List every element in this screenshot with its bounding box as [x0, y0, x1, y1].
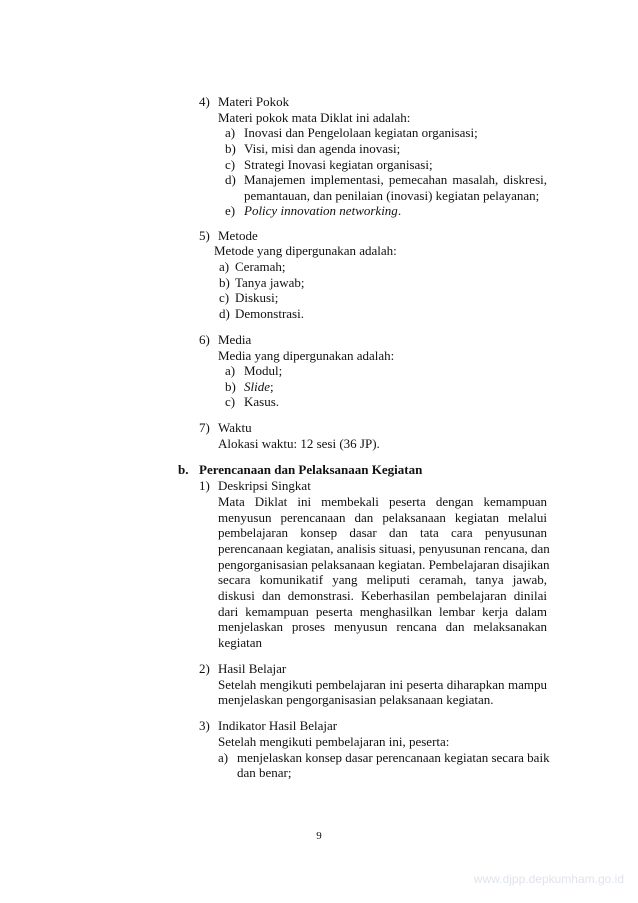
item-number: 7)	[199, 420, 210, 435]
section-marker: b.	[178, 462, 189, 477]
list-item-continuation: dan benar;	[237, 765, 292, 780]
paragraph-line: Mata Diklat ini membekali peserta dengan kemampuan	[218, 494, 547, 509]
item-number: 2)	[199, 661, 210, 676]
list-item-continuation: pemantauan, dan penilaian (inovasi) kegiatan pelayanan;	[244, 188, 540, 203]
paragraph-line: menyusun perencanaan dan pelaksanaan kegiatan melalui	[218, 510, 547, 525]
list-marker: a)	[225, 125, 236, 140]
list-item: Kasus.	[244, 394, 280, 409]
list-item: menjelaskan konsep dasar perencanaan kegiatan secara baik	[237, 750, 550, 765]
list-item: Ceramah;	[235, 259, 286, 274]
list-item-punct: .	[397, 203, 402, 218]
item-number: 1)	[199, 478, 210, 493]
list-item-italic: Slide	[244, 379, 270, 394]
list-marker: e)	[225, 203, 236, 218]
paragraph-line: diskusi dan demonstrasi. Keberhasilan pembelajaran dinilai	[218, 588, 547, 603]
list-item: Visi, misi dan agenda inovasi;	[244, 141, 401, 156]
watermark: www.djpp.depkumham.go.id	[473, 872, 624, 886]
list-marker: b)	[225, 141, 236, 156]
list-marker: b)	[225, 379, 236, 394]
paragraph-line: menjelaskan proses menyusun rencana dan melaksanakan	[218, 619, 547, 634]
subheading-metode: Metode	[218, 228, 258, 243]
list-item: Inovasi dan Pengelolaan kegiatan organisasi;	[244, 125, 478, 140]
list-marker: c)	[225, 157, 236, 172]
waktu-text: Alokasi waktu: 12 sesi (36 JP).	[218, 436, 380, 451]
indikator-intro: Setelah mengikuti pembelajaran ini, peserta:	[218, 734, 450, 749]
list-item: Tanya jawab;	[235, 275, 305, 290]
list-item: Strategi Inovasi kegiatan organisasi;	[244, 157, 433, 172]
item-number: 6)	[199, 332, 210, 347]
list-marker: c)	[225, 394, 236, 409]
paragraph-line: secara komunikatif yang meliputi ceramah, tanya jawab,	[218, 572, 547, 587]
paragraph-line: perencanaan kegiatan, analisis situasi, penyusunan rencana, dan	[218, 541, 550, 556]
paragraph-line-last: kegiatan	[218, 635, 263, 650]
list-item-punct: ;	[270, 379, 274, 394]
subheading-materi-pokok: Materi Pokok	[218, 94, 290, 109]
list-marker: a)	[219, 259, 230, 274]
section-heading: Perencanaan dan Pelaksanaan Kegiatan	[199, 462, 423, 477]
metode-intro: Metode yang dipergunakan adalah:	[214, 243, 397, 258]
subheading-indikator: Indikator Hasil Belajar	[218, 718, 338, 733]
list-marker: c)	[219, 290, 230, 305]
item-number: 3)	[199, 718, 210, 733]
list-item-italic: Policy innovation networking	[244, 203, 398, 218]
item-number: 5)	[199, 228, 210, 243]
subheading-hasil-belajar: Hasil Belajar	[218, 661, 287, 676]
list-item	[244, 203, 401, 219]
materi-pokok-intro: Materi pokok mata Diklat ini adalah:	[218, 110, 411, 125]
paragraph-line: dari kemampuan peserta menghasilkan lembar kerja dalam	[218, 604, 547, 619]
list-marker: a)	[225, 363, 236, 378]
list-marker: d)	[219, 306, 230, 321]
list-item	[244, 379, 274, 395]
page-number: 9	[316, 830, 322, 842]
subheading-media: Media	[218, 332, 252, 347]
paragraph-line: pembelajaran konsep dasar dan tata cara penyusunan	[218, 525, 547, 540]
list-item: Manajemen implementasi, pemecahan masalah, diskresi,	[244, 172, 547, 187]
list-marker: a)	[218, 750, 229, 765]
paragraph-line: pengorganisasian pelaksanaan kegiatan. Pembelajaran disajikan	[218, 557, 550, 572]
list-item: Diskusi;	[235, 290, 279, 305]
list-item: Modul;	[244, 363, 283, 378]
paragraph-line-last: menjelaskan pengorganisasian pelaksanaan kegiatan.	[218, 692, 494, 707]
paragraph-line: Setelah mengikuti pembelajaran ini peserta diharapkan mampu	[218, 677, 547, 692]
list-marker: b)	[219, 275, 230, 290]
subheading-deskripsi: Deskripsi Singkat	[218, 478, 311, 493]
subheading-waktu: Waktu	[218, 420, 252, 435]
list-marker: d)	[225, 172, 236, 187]
list-item: Demonstrasi.	[235, 306, 304, 321]
media-intro: Media yang dipergunakan adalah:	[218, 348, 395, 363]
item-number: 4)	[199, 94, 210, 109]
